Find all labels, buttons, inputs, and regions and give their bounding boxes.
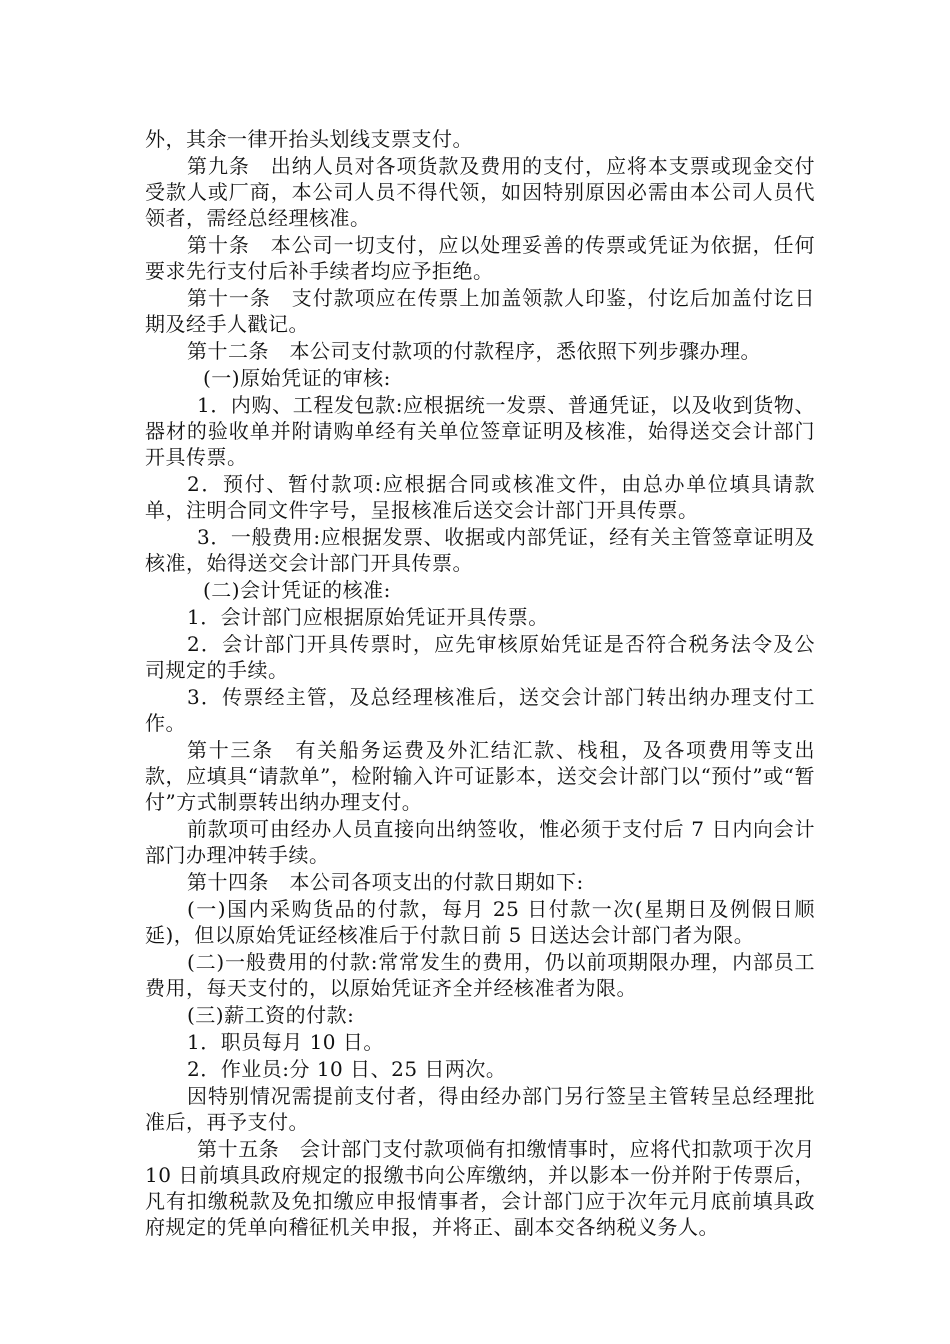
article-10: 第十条 本公司一切支付，应以处理妥善的传票或凭证为依据，任何要求先行支付后补手续者均应予拒绝。 xyxy=(145,233,815,283)
section-accounting-voucher-approval: (二)会计凭证的核准: xyxy=(203,578,391,602)
article-9: 第九条 出纳人员对各项货款及费用的支付，应将本支票或现金交付受款人或厂商，本公司人员不得代领，如因特别原因必需由本公司人员代领者，需经总经理核准。 xyxy=(145,154,815,230)
item-internal-purchase: 1．内购、工程发包款:应根据统一发票、普通凭证，以及收到货物、器材的验收单并附请购单经有关单位签章证明及核准，始得送交会计部门开具传票。 xyxy=(145,393,815,469)
article-15: 第十五条 会计部门支付款项倘有扣缴情事时，应将代扣款项于次月 10 日前填具政府规定的报缴书向公库缴纳，并以影本一份并附于传票后，凡有扣缴税款及免扣缴应申报情事者，会计部门应于次年元月底前填具政府规定的凭单向稽征机关申报，并将正、副本交各纳税义务人。 xyxy=(145,1137,815,1239)
section-general-expense: (二)一般费用的付款:常常发生的费用，仍以前项期限办理，内部员工费用，每天支付的，以原始凭证齐全并经核准者为限。 xyxy=(145,950,815,1000)
section-domestic-purchase: (一)国内采购货品的付款，每月 25 日付款一次(星期日及例假日顺延)，但以原始凭证经核准后于付款日前 5 日送达会计部门者为限。 xyxy=(145,897,815,947)
item-accounting-issue-voucher: 1．会计部门应根据原始凭证开具传票。 xyxy=(187,605,549,629)
article-13: 第十三条 有关船务运费及外汇结汇款、栈租，及各项费用等支出款，应填具“请款单”，检附输入许可证影本，送交会计部门以“预付”或“暂付”方式制票转出纳办理支付。 xyxy=(145,738,815,814)
item-voucher-approval: 3．传票经主管，及总经理核准后，送交会计部门转出纳办理支付工作。 xyxy=(145,685,815,735)
salary-special-note: 因特别情况需提前支付者，得由经办部门另行签呈主管转呈总经理批准后，再予支付。 xyxy=(145,1084,815,1134)
article-11: 第十一条 支付款项应在传票上加盖领款人印鉴，付讫后加盖付讫日期及经手人戳记。 xyxy=(145,286,815,336)
item-worker-salary: 2．作业员:分 10 日、25 日两次。 xyxy=(187,1057,507,1081)
paragraph-continuation: 外，其余一律开抬头划线支票支付。 xyxy=(145,127,473,151)
item-accounting-review: 2．会计部门开具传票时，应先审核原始凭证是否符合税务法令及公司规定的手续。 xyxy=(145,632,815,682)
item-general-expense: 3．一般费用:应根据发票、收据或内部凭证，经有关主管签章证明及核准，始得送交会计部门开具传票。 xyxy=(145,525,815,575)
article-14: 第十四条 本公司各项支出的付款日期如下: xyxy=(187,870,584,894)
section-salary-payment: (三)薪工资的付款: xyxy=(187,1003,355,1027)
section-original-voucher-review: (一)原始凭证的审核: xyxy=(203,366,391,390)
document-page xyxy=(145,126,815,1241)
article-13-note: 前款项可由经办人员直接向出纳签收，惟必须于支付后 7 日内向会计部门办理冲转手续。 xyxy=(145,817,815,867)
item-staff-salary: 1．职员每月 10 日。 xyxy=(187,1030,384,1054)
item-advance-payment: 2．预付、暂付款项:应根据合同或核准文件，由总办单位填具请款单，注明合同文件字号，呈报核准后送交会计部门开具传票。 xyxy=(145,472,815,522)
article-12: 第十二条 本公司支付款项的付款程序，悉依照下列步骤办理。 xyxy=(187,339,761,363)
